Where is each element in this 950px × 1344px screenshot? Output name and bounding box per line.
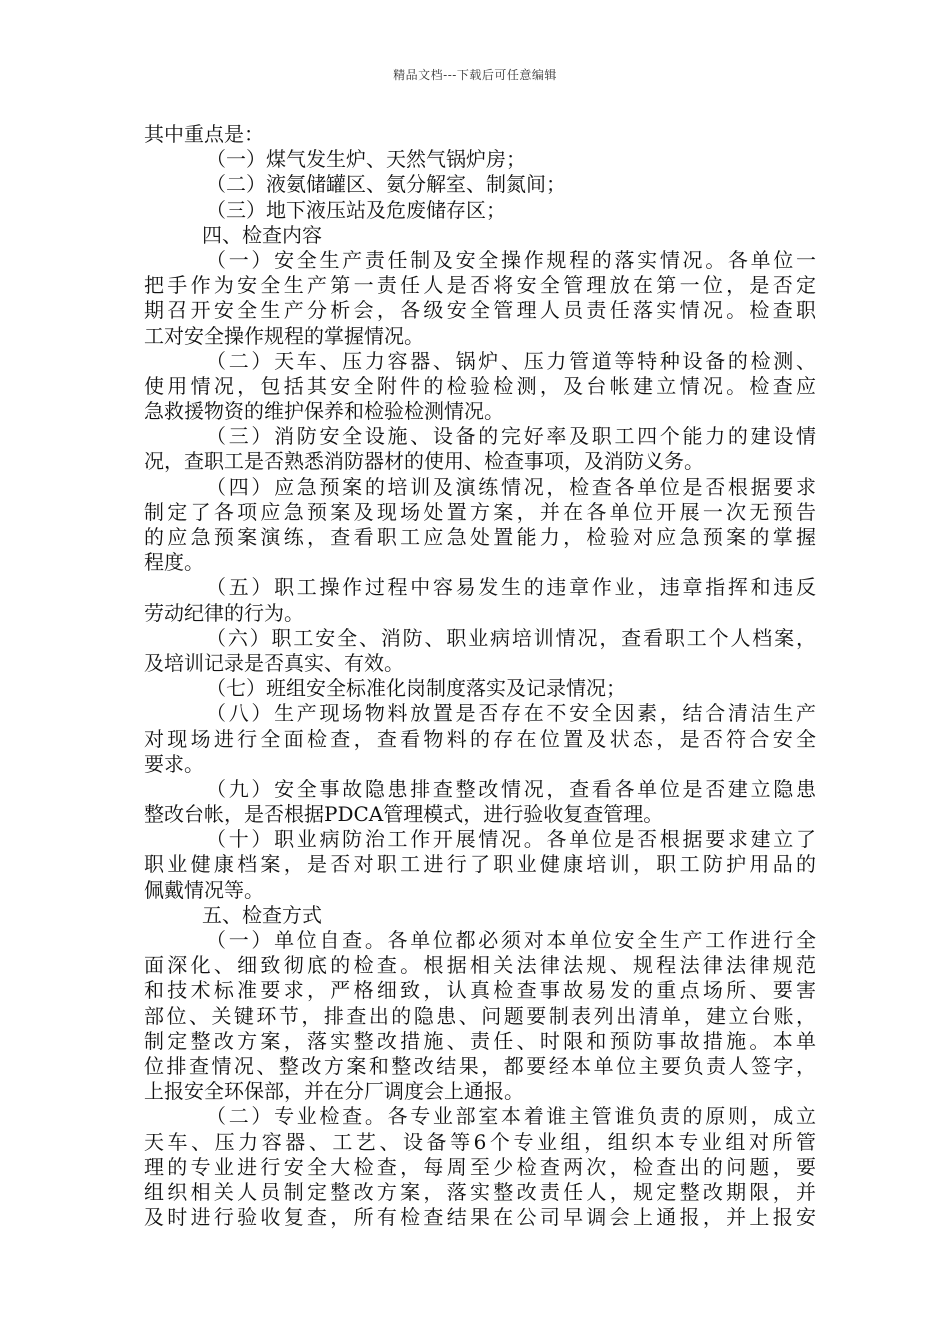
text-line: 况，查职工是否熟悉消防器材的使用、检查事项，及消防义务。 bbox=[144, 449, 704, 474]
text-line: 位排查情况、整改方案和整改结果，都要经本单位主要负责人签字， bbox=[144, 1053, 816, 1078]
section-heading: 四、检查内容 bbox=[202, 222, 322, 247]
document-body bbox=[144, 122, 816, 1230]
text-line: （二）液氨储罐区、氨分解室、制氮间； bbox=[206, 172, 566, 197]
text-line: 组织相关人员制定整改方案，落实整改责任人，规定整改期限，并 bbox=[144, 1179, 816, 1204]
text-line: （一）安全生产责任制及安全操作规程的落实情况。各单位一 bbox=[206, 247, 816, 272]
text-line: 的应急预案演练，查看职工应急处置能力，检验对应急预案的掌握 bbox=[144, 525, 816, 549]
text-line: 把手作为安全生产第一责任人是否将安全管理放在第一位，是否定 bbox=[144, 273, 816, 298]
text-line: 理的专业进行安全大检查，每周至少检查两次，检查出的问题，要 bbox=[144, 1154, 816, 1179]
text-line: （七）班组安全标准化岗制度落实及记录情况； bbox=[206, 676, 626, 701]
text-line: （三）地下液压站及危废储存区； bbox=[206, 197, 506, 222]
text-line: 职业健康档案，是否对职工进行了职业健康培训，职工防护用品的 bbox=[144, 852, 816, 877]
text-line: （四）应急预案的培训及演练情况，检查各单位是否根据要求 bbox=[206, 474, 816, 499]
text-line: 制定整改方案，落实整改措施、责任、时限和预防事故措施。本单 bbox=[144, 1028, 816, 1053]
text-line: 和技术标准要求，严格细致，认真检查事故易发的重点场所、要害 bbox=[144, 978, 816, 1003]
text-line: 面深化、细致彻底的检查。根据相关法律法规、规程法律法律规范 bbox=[144, 953, 816, 978]
text-line: 急救援物资的维护保养和检验检测情况。 bbox=[144, 399, 504, 424]
text-line: 使用情况，包括其安全附件的检验检测，及台帐建立情况。检查应 bbox=[144, 373, 816, 398]
text-line: 佩戴情况等。 bbox=[144, 877, 264, 902]
text-line: 天车、压力容器、工艺、设备等6个专业组，组织本专业组对所管 bbox=[144, 1129, 816, 1154]
text-line: 其中重点是： bbox=[144, 122, 264, 146]
text-line: 对现场进行全面检查，查看物料的存在位置及状态，是否符合安全 bbox=[144, 726, 816, 751]
text-line: 整改台帐，是否根据PDCA管理模式，进行验收复查管理。 bbox=[144, 802, 664, 827]
text-line: （二）天车、压力容器、锅炉、压力管道等特种设备的检测、 bbox=[206, 348, 816, 373]
text-line: 及培训记录是否真实、有效。 bbox=[144, 650, 404, 675]
page-header: 精品文档---下载后可任意编辑 bbox=[393, 68, 557, 82]
text-line: （一）单位自查。各单位都必须对本单位安全生产工作进行全 bbox=[206, 928, 816, 952]
text-line: （一）煤气发生炉、天然气锅炉房； bbox=[206, 147, 526, 172]
text-line: 期召开安全生产分析会，各级安全管理人员责任落实情况。检查职 bbox=[144, 298, 816, 323]
text-line: 制定了各项应急预案及现场处置方案，并在各单位开展一次无预告 bbox=[144, 499, 816, 524]
text-line: （八）生产现场物料放置是否存在不安全因素，结合清洁生产 bbox=[206, 701, 816, 726]
text-line: （二）专业检查。各专业部室本着谁主管谁负责的原则，成立 bbox=[206, 1104, 816, 1129]
text-line: （五）职工操作过程中容易发生的违章作业，违章指挥和违反 bbox=[206, 575, 816, 600]
text-line: 及时进行验收复查，所有检查结果在公司早调会上通报，并上报安 bbox=[144, 1205, 816, 1230]
text-line: 部位、关键环节，排查出的隐患、问题要制表列出清单，建立台账， bbox=[144, 1003, 816, 1028]
text-line: （九）安全事故隐患排查整改情况，查看各单位是否建立隐患 bbox=[206, 776, 816, 801]
text-line: 要求。 bbox=[144, 751, 204, 776]
text-line: （十）职业病防治工作开展情况。各单位是否根据要求建立了 bbox=[206, 827, 816, 852]
text-line: 工对安全操作规程的掌握情况。 bbox=[144, 323, 424, 348]
text-line: 程度。 bbox=[144, 550, 204, 575]
text-line: （三）消防安全设施、设备的完好率及职工四个能力的建设情 bbox=[206, 424, 816, 449]
text-line: （六）职工安全、消防、职业病培训情况，查看职工个人档案， bbox=[206, 625, 816, 650]
text-line: 劳动纪律的行为。 bbox=[144, 600, 304, 625]
text-line: 上报安全环保部，并在分厂调度会上通报。 bbox=[144, 1079, 524, 1104]
section-heading: 五、检查方式 bbox=[202, 902, 322, 927]
